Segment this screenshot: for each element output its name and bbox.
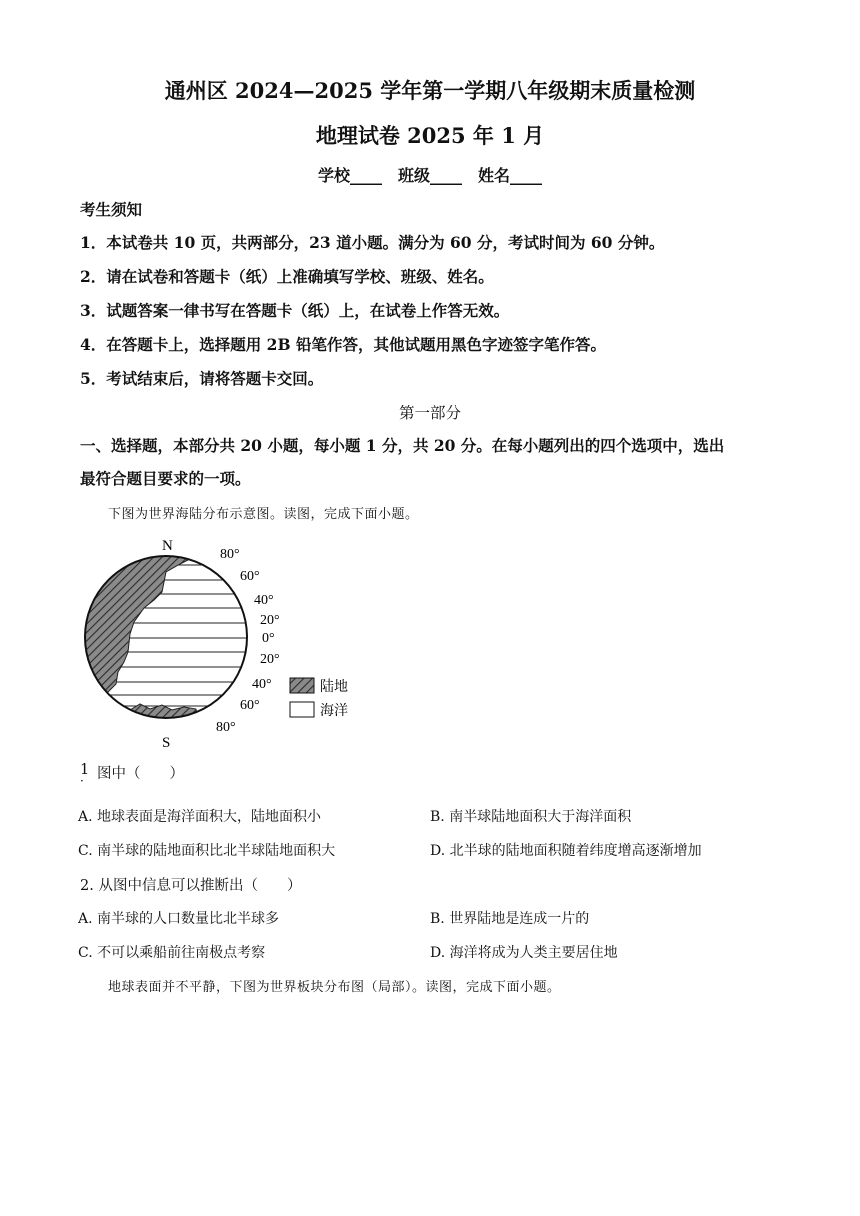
question-number-dot: ·: [80, 774, 84, 788]
legend-ocean-label: 海洋: [320, 704, 348, 719]
option-c: C. 南半球的陆地面积比北半球陆地面积大: [78, 843, 336, 859]
option-d: D. 海洋将成为人类主要居住地: [430, 945, 618, 961]
land-mass-south: [104, 704, 198, 732]
passage-intro: 下图为世界海陆分布示意图。读图，完成下面小题。: [108, 507, 419, 522]
notice-heading: 考生须知: [80, 200, 143, 219]
latitude-label: 40°: [254, 593, 274, 608]
latitude-label: 80°: [216, 720, 236, 735]
section-instruction-cont: 最符合题目要求的一项。: [80, 469, 251, 488]
option-a: A. 南半球的人口数量比北半球多: [78, 911, 280, 927]
north-pole-label: N: [162, 538, 173, 554]
student-info-line: 学校____ 班级____ 姓名____: [317, 166, 542, 185]
legend: [290, 678, 348, 719]
latitude-label: 60°: [240, 569, 260, 584]
exam-subtitle: 地理试卷 2025 年 1 月: [315, 123, 545, 148]
option-b: B. 南半球陆地面积大于海洋面积: [430, 809, 632, 825]
part-heading: 第一部分: [398, 404, 461, 422]
section-instruction: 一、选择题，本部分共 20 小题，每小题 1 分，共 20 分。在每小题列出的四个选项中，选出: [80, 436, 725, 455]
latitude-label: 20°: [260, 652, 280, 667]
notice-item: 3．试题答案一律书写在答题卡（纸）上，在试卷上作答无效。: [80, 301, 510, 320]
exam-title: 通州区 2024—2025 学年第一学期八年级期末质量检测: [164, 78, 696, 103]
latitude-label: 20°: [260, 613, 280, 628]
notice-item: 5．考试结束后，请将答题卡交回。: [80, 369, 324, 388]
question-number: 1: [80, 762, 90, 778]
latitude-label: 40°: [252, 677, 272, 692]
latitude-label: 0°: [262, 631, 275, 646]
option-d: D. 北半球的陆地面积随着纬度增高逐渐增加: [430, 843, 702, 859]
legend-land-label: 陆地: [320, 680, 348, 695]
passage-intro: 地球表面并不平静，下图为世界板块分布图（局部）。读图，完成下面小题。: [108, 980, 561, 995]
legend-ocean-swatch: [290, 702, 314, 717]
option-b: B. 世界陆地是连成一片的: [430, 911, 590, 927]
south-pole-label: S: [162, 735, 171, 751]
notice-item: 4．在答题卡上，选择题用 2B 铅笔作答，其他试题用黑色字迹签字笔作答。: [80, 335, 606, 354]
option-c: C. 不可以乘船前往南极点考察: [78, 945, 266, 961]
question-stem: 图中（ ）: [97, 766, 184, 782]
question-stem: 2. 从图中信息可以推断出（ ）: [80, 878, 302, 894]
notice-item: 1．本试卷共 10 页，共两部分，23 道小题。满分为 60 分，考试时间为 60 分钟。: [80, 233, 665, 252]
option-a: A. 地球表面是海洋面积大，陆地面积小: [78, 809, 322, 825]
latitude-label: 60°: [240, 698, 260, 713]
legend-land-swatch: [290, 678, 314, 693]
notice-item: 2．请在试卷和答题卡（纸）上准确填写学校、班级、姓名。: [80, 267, 494, 286]
land-sea-distribution-figure: [74, 534, 364, 752]
latitude-label: 80°: [220, 547, 240, 562]
